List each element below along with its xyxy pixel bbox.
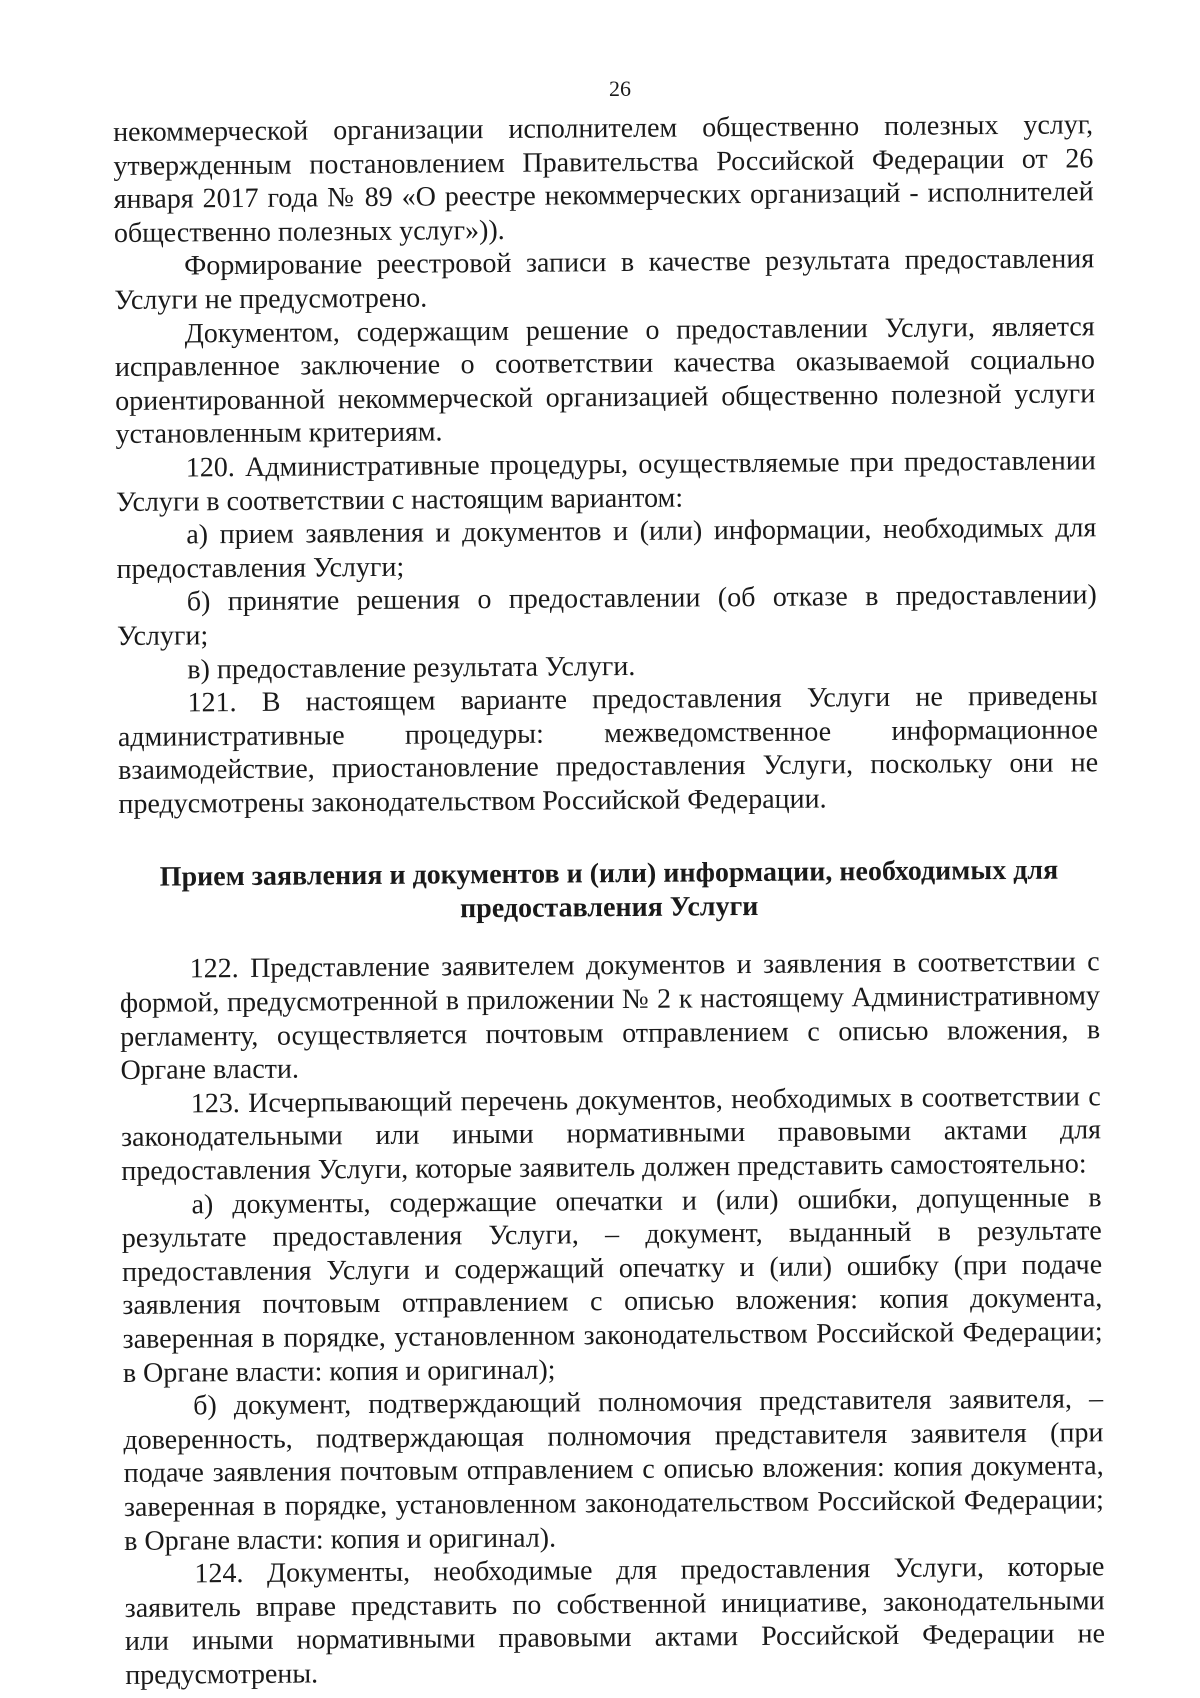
paragraph-123: 123. Исчерпывающий перечень документов, необходимых в соответствии с законодательными или иными нормативными правовыми актами для предоставления Услуги, которые заявитель должен представить самостоятельно: [120,1081,1102,1187]
paragraph-120-v: в) предоставление результата Услуги. [187,650,636,685]
paragraph-121: 121. В настоящем варианте предоставления Услуги не приведены административные процедуры: межведомственное информационное взаимодействие, приостановление предоставления Услуги, поскольку они не предусмотрены законодательством Российской Федерации. [117,680,1099,820]
section-heading-line-2: предоставления Услуги [459,891,759,925]
paragraph-continuation: некоммерческой организации исполнителем общественно полезных услуг, утвержденным постановлением Правительства Российской Федерации от 26 января 2017 года № 89 «О реестре некоммерческих организаций - исполнителей общественно полезных услуг»)). [113,109,1094,249]
document-body [113,108,1105,1692]
paragraph-120-b: б) принятие решения о предоставлении (об отказе в предоставлении) Услуги; [116,579,1097,652]
paragraph-124: 124. Документы, необходимые для предоставления Услуги, которые заявитель вправе представить по собственной инициативе, законодательными или иными нормативными правовыми актами Российской Федерации не предусмотрены. [124,1551,1106,1691]
paragraph-registry-record: Формирование реестровой записи в качестве результата предоставления Услуги не предусмотрено. [114,243,1095,316]
paragraph-120-a: а) прием заявления и документов и (или) информации, необходимых для предоставления Услуги; [116,512,1097,585]
paragraph-122: 122. Представление заявителем документов и заявления в соответствии с формой, предусмотренной в приложении № 2 к настоящему Административному регламенту, осуществляется почтовым отправлением с описью вложения, в Органе власти. [119,946,1101,1087]
section-heading [119,854,1100,930]
section-heading-line-1: Прием заявления и документов и (или) информации, необходимых для [159,855,1059,894]
page-number: 26 [609,76,631,101]
paragraph-123-a: а) документы, содержащие опечатки и (или) ошибки, допущенные в результате предоставления Услуги, – документ, выданный в результате предоставления Услуги и содержащий опечатку и (или) ошибку (при подаче заявления почтовым отправлением с описью вложения: копия документа, заверенная в порядке, установленном законодательством Российской Федерации; в Органе власти: копия и оригинал); [121,1181,1103,1389]
paragraph-120: 120. Административные процедуры, осуществляемые при предоставлении Услуги в соответствии с настоящим вариантом: [115,445,1096,518]
paragraph-123-b: б) документ, подтверждающий полномочия представителя заявителя, – доверенность, подтверждающая полномочия представителя заявителя (при подаче заявления почтовым отправлением с описью вложения: копия документа, заверенная в порядке, установленном законодательством Российской Федерации; в Органе власти: копия и оригинал). [123,1383,1105,1557]
paragraph-decision-document: Документом, содержащим решение о предоставлении Услуги, является исправленное заключение о соответствии качества оказываемой социально ориентированной некоммерческой организацией общественно полезной услуги установленным критериям. [114,310,1096,451]
